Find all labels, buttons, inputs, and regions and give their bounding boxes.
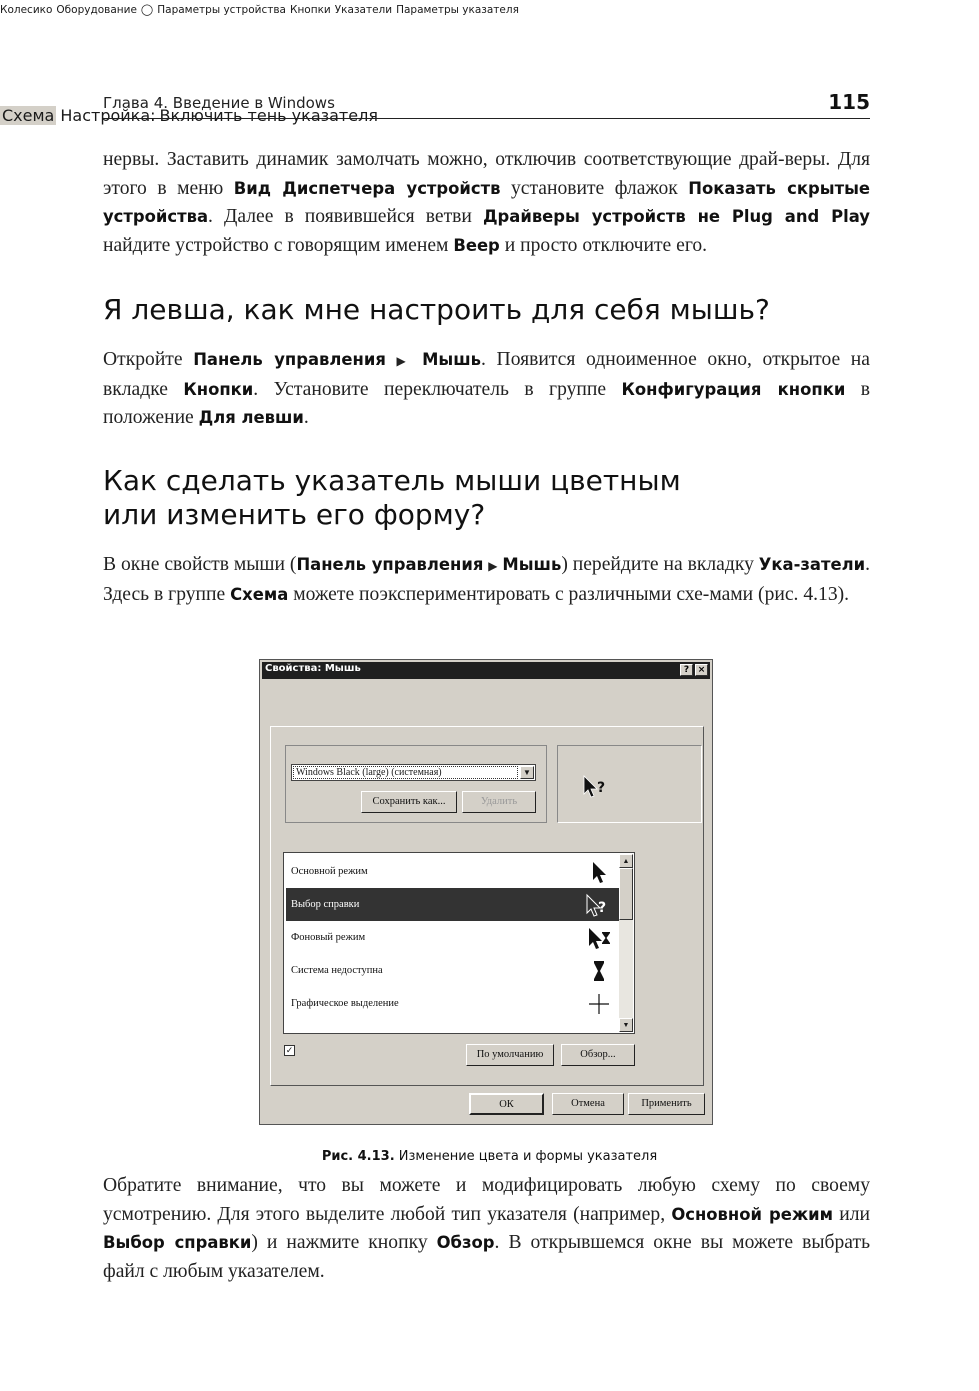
- browse-button[interactable]: Обзор...: [561, 1044, 635, 1066]
- default-button[interactable]: По умолчанию: [466, 1044, 554, 1066]
- list-item[interactable]: Графическое выделение: [286, 987, 619, 1020]
- section-heading-left-handed: Я левша, как мне настроить для себя мышь?: [103, 293, 770, 326]
- device-settings-icon: ◯: [140, 3, 154, 16]
- cancel-button[interactable]: Отмена: [552, 1093, 624, 1115]
- help-select-cursor-icon: [583, 893, 611, 917]
- svg-text:?: ?: [597, 780, 606, 796]
- svg-text:?: ?: [598, 900, 607, 916]
- scheme-select-value: Windows Black (large) (системная): [293, 766, 518, 779]
- running-head: [103, 92, 870, 119]
- help-button[interactable]: ?: [680, 664, 693, 676]
- list-item-selected[interactable]: Выбор справки ?: [286, 888, 619, 921]
- tab-divider: [0, 34, 979, 50]
- section1-paragraph: Откройте Панель управления ▶ Мышь. Появится одноименное окно, открытое на вкладке Кнопки. Установите переключатель в группе Конфигурация кнопки в положение Для левши.: [103, 349, 870, 428]
- cursor-list[interactable]: [283, 852, 635, 1034]
- list-item[interactable]: Основной режим: [286, 855, 619, 888]
- section2-paragraph: В окне свойств мыши (Панель управления ▶ Мышь) перейдите на вкладку Ука-затели. Здесь в группе Схема можете поэкспериментировать с различными схе-мами (рис. 4.13).: [103, 554, 870, 605]
- arrow-cursor-icon: [587, 860, 611, 884]
- intro-paragraph: нервы. Заставить динамик замолчать можно, отключив соответствующие драй-веры. Для этого в меню Вид Диспетчера устройств установите флажок Показать скрытые устройства. Далее в появившейся ветви Драйверы устройств не Plug and Play найдите устройство с говорящим именем Beep и просто отключите его.: [103, 149, 871, 256]
- figure-caption: Рис. 4.13. Изменение цвета и формы указателя: [321, 1149, 658, 1164]
- dialog-title: Свойства: Мышь: [265, 663, 361, 674]
- section-heading-pointer: Как сделать указатель мыши цветным или изменить его форму?: [103, 464, 681, 531]
- ok-button[interactable]: ОК: [469, 1093, 544, 1115]
- crosshair-cursor-icon: [587, 992, 611, 1016]
- settings-label: Настройка:: [60, 106, 156, 125]
- scroll-down-icon[interactable]: ▼: [619, 1018, 633, 1032]
- cursor-preview: [557, 745, 702, 823]
- scroll-thumb[interactable]: [619, 868, 633, 920]
- tab-pointer-options[interactable]: Параметры указателя: [396, 4, 519, 16]
- tab-divider: [0, 50, 979, 70]
- list-item[interactable]: Система недоступна: [286, 954, 619, 987]
- apply-button[interactable]: Применить: [628, 1093, 705, 1115]
- closing-paragraph: Обратите внимание, что вы можете и модифицировать любую схему по своему усмотрению. Для этого выделите любой тип указателя (например, Основной режим или Выбор справки) и нажмите кнопку Обзор. В открывшемся окне вы можете выбрать файл с любым указателем.: [103, 1175, 870, 1282]
- list-item[interactable]: Фоновый режим: [286, 921, 619, 954]
- delete-button[interactable]: Удалить: [462, 791, 536, 813]
- shadow-checkbox-label: Включить тень указателя: [159, 106, 378, 125]
- tab-buttons[interactable]: Кнопки: [289, 4, 331, 16]
- scroll-up-icon[interactable]: ▲: [619, 854, 633, 868]
- chevron-down-icon[interactable]: ▼: [520, 766, 534, 779]
- page-number: 115: [828, 90, 870, 114]
- scheme-select[interactable]: [291, 764, 536, 781]
- chapter-title: Глава 4. Введение в Windows: [103, 94, 335, 112]
- shadow-checkbox[interactable]: ✓: [285, 1045, 294, 1055]
- tab-wheel[interactable]: Колесико: [0, 4, 53, 16]
- tab-divider: [0, 18, 979, 34]
- close-button[interactable]: ×: [695, 664, 708, 676]
- dialog-titlebar: [262, 662, 710, 679]
- save-as-button[interactable]: Сохранить как...: [361, 791, 457, 813]
- tab-device-settings[interactable]: Параметры устройства: [157, 4, 286, 16]
- list-scrollbar[interactable]: [619, 854, 633, 1032]
- tab-hardware[interactable]: Оборудование: [56, 4, 137, 16]
- hourglass-cursor-icon: [587, 959, 611, 983]
- tab-pointers[interactable]: Указатели: [334, 4, 393, 16]
- working-in-background-cursor-icon: [587, 926, 611, 950]
- scheme-group-label: Схема: [2, 106, 55, 125]
- help-select-cursor-icon: [582, 774, 612, 800]
